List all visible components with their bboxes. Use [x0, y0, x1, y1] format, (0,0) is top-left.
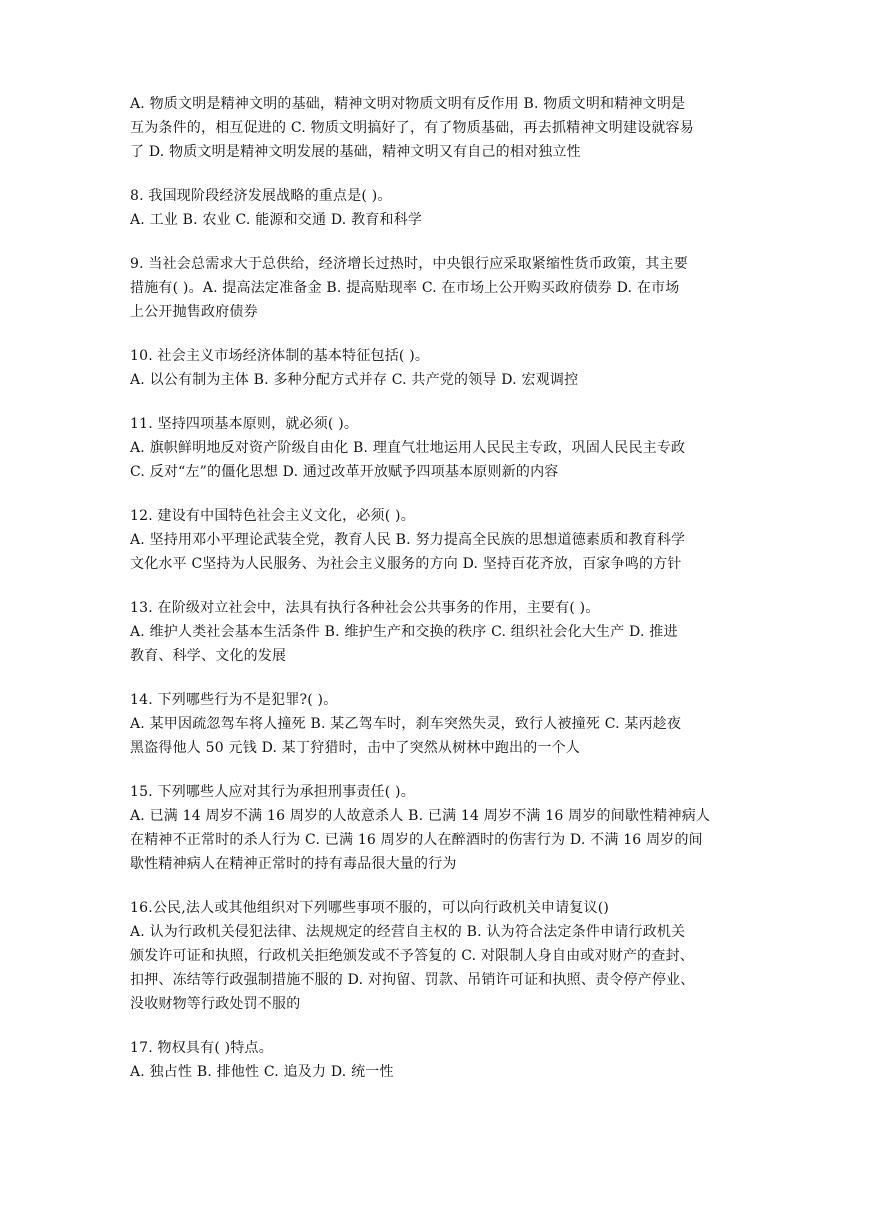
question-options: 扣押、冻结等行政强制措施不服的 D. 对拘留、罚款、吊销许可证和执照、责令停产停业、 [130, 972, 695, 988]
question-options: 歇性精神病人在精神正常时的持有毒品很大量的行为 [130, 856, 457, 872]
question-options: 措施有( )。A. 提高法定准备金 B. 提高贴现率 C. 在市场上公开购买政府债券 D. 在市场 [130, 280, 680, 296]
question-7-options [130, 92, 742, 164]
question-stem: 16.公民,法人或其他组织对下列哪些事项不服的，可以向行政机关申请复议() [130, 900, 610, 916]
question-10 [130, 344, 742, 392]
question-options: 在精神不正常时的杀人行为 C. 已满 16 周岁的人在醉酒时的伤害行为 D. 不满 16 周岁的间 [130, 832, 703, 848]
question-9 [130, 252, 742, 324]
question-options: C. 反对“左”的僵化思想 D. 通过改革开放赋予四项基本原则新的内容 [130, 464, 559, 480]
question-stem: 17. 物权具有( )特点。 [130, 1040, 273, 1056]
question-stem: 15. 下列哪些人应对其行为承担刑事责任( )。 [130, 784, 415, 800]
question-stem: 14. 下列哪些行为不是犯罪?( )。 [130, 692, 338, 708]
question-stem: 9. 当社会总需求大于总供给，经济增长过热时，中央银行应采取紧缩性货币政策，其主要 [130, 256, 689, 272]
question-8 [130, 184, 742, 232]
question-12 [130, 504, 742, 576]
question-15 [130, 780, 742, 876]
text-line: 了 D. 物质文明是精神文明发展的基础，精神文明又有自己的相对独立性 [130, 144, 581, 160]
text-line: A. 物质文明是精神文明的基础，精神文明对物质文明有反作用 B. 物质文明和精神文明是 [130, 96, 686, 112]
question-stem: 13. 在阶级对立社会中，法具有执行各种社会公共事务的作用，主要有( )。 [130, 600, 600, 616]
text-line: 互为条件的，相互促进的 C. 物质文明搞好了，有了物质基础，再去抓精神文明建设就容易 [130, 120, 694, 136]
question-11 [130, 412, 742, 484]
question-options: A. 工业 B. 农业 C. 能源和交通 D. 教育和科学 [130, 212, 423, 228]
question-options: 教育、科学、文化的发展 [130, 648, 287, 664]
question-options: A. 坚持用邓小平理论武装全党，教育人民 B. 努力提高全民族的思想道德素质和教育科学 [130, 532, 686, 548]
question-14 [130, 688, 742, 760]
question-options: A. 以公有制为主体 B. 多种分配方式并存 C. 共产党的领导 D. 宏观调控 [130, 372, 579, 388]
question-options: A. 认为行政机关侵犯法律、法规规定的经营自主权的 B. 认为符合法定条件申请行政机关 [130, 924, 686, 940]
question-options: 没收财物等行政处罚不服的 [130, 996, 301, 1012]
question-options: A. 维护人类社会基本生活条件 B. 维护生产和交换的秩序 C. 组织社会化大生产 D. 推进 [130, 624, 678, 640]
question-options: 上公开抛售政府债券 [130, 304, 258, 320]
question-options: 文化水平 C坚持为人民服务、为社会主义服务的方向 D. 坚持百花齐放，百家争鸣的方针 [130, 556, 682, 572]
question-17 [130, 1036, 742, 1084]
question-stem: 8. 我国现阶段经济发展战略的重点是( )。 [130, 188, 392, 204]
question-options: A. 已满 14 周岁不满 16 周岁的人故意杀人 B. 已满 14 周岁不满 16 周岁的间歇性精神病人 [130, 808, 711, 824]
question-options: A. 某甲因疏忽驾车将人撞死 B. 某乙驾车时，刹车突然失灵，致行人被撞死 C. 某丙趁夜 [130, 716, 682, 732]
question-options: 颁发许可证和执照，行政机关拒绝颁发或不予答复的 C. 对限制人身自由或对财产的查封、 [130, 948, 694, 964]
question-stem: 12. 建设有中国特色社会主义文化，必须( )。 [130, 508, 415, 524]
question-stem: 11. 坚持四项基本原则，就必须( )。 [130, 416, 359, 432]
question-options: 黑盗得他人 50 元钱 D. 某丁狩猎时，击中了突然从树林中跑出的一个人 [130, 740, 580, 756]
question-16 [130, 896, 742, 1016]
question-13 [130, 596, 742, 668]
question-stem: 10. 社会主义市场经济体制的基本特征包括( )。 [130, 348, 430, 364]
question-options: A. 独占性 B. 排他性 C. 追及力 D. 统一性 [130, 1064, 394, 1080]
document-content [130, 92, 742, 1104]
question-options: A. 旗帜鲜明地反对资产阶级自由化 B. 理直气壮地运用人民民主专政，巩固人民民主专政 [130, 440, 686, 456]
